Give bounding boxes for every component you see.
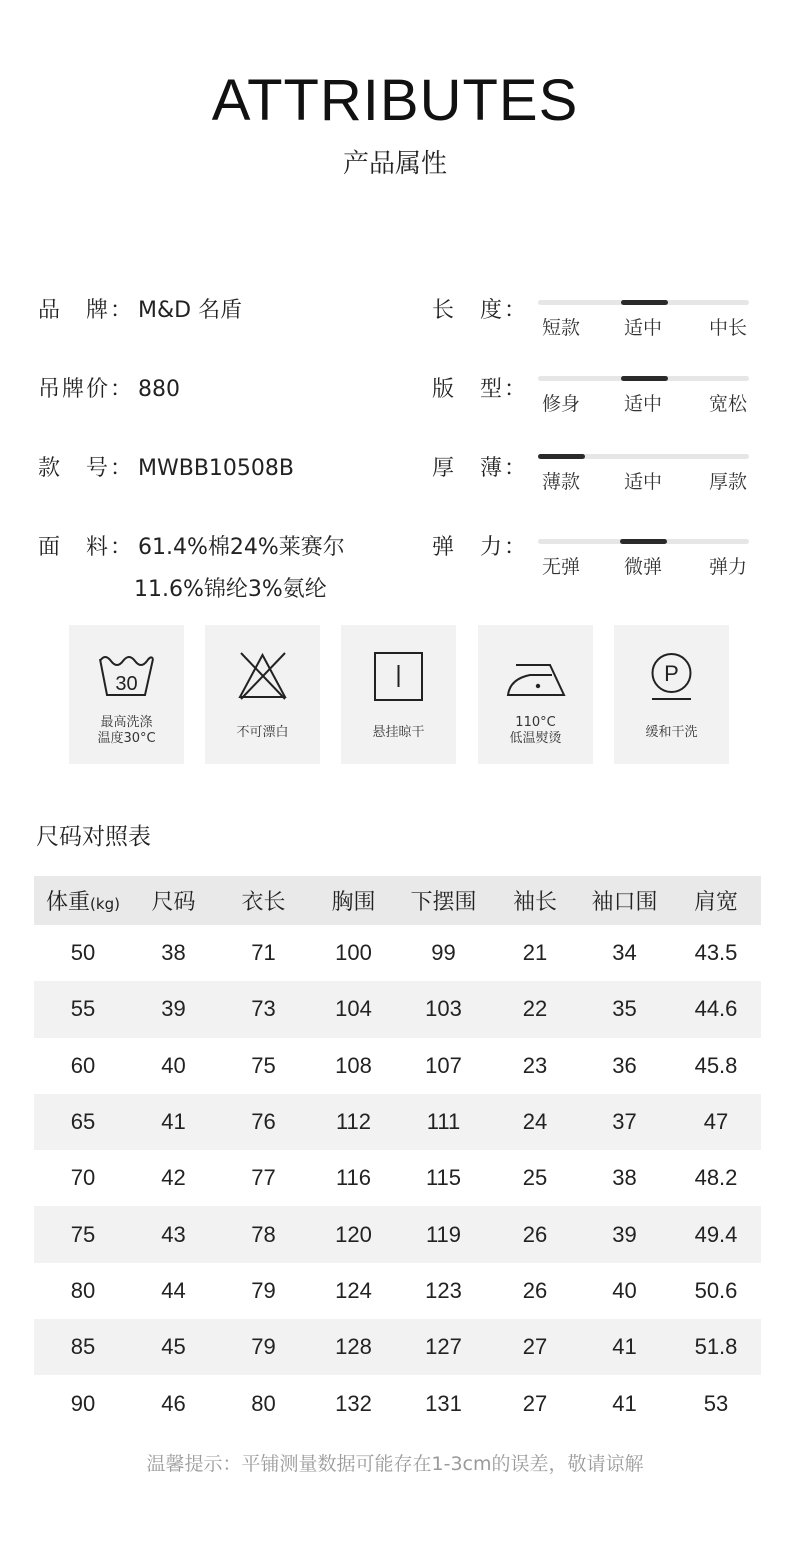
table-cell: 50.6 bbox=[694, 1277, 738, 1303]
care-bleach bbox=[205, 625, 320, 764]
table-cell: 24 bbox=[492, 1094, 578, 1150]
col-header-hem: 下摆围 bbox=[395, 876, 492, 925]
table-cell: 124 bbox=[335, 1277, 372, 1303]
table-cell: 42 bbox=[161, 1165, 186, 1191]
care-dry bbox=[341, 625, 456, 764]
table-cell: 26 bbox=[492, 1206, 578, 1262]
table-row bbox=[34, 1263, 761, 1319]
table-cell: 107 bbox=[425, 1052, 462, 1078]
table-cell: 76 bbox=[215, 1094, 312, 1150]
scale-track-thickness bbox=[538, 454, 749, 459]
care-label: 最高洗涤 温度30°C bbox=[97, 715, 156, 746]
scale-label-elasticity: 弹 力： bbox=[432, 535, 529, 560]
table-cell: 108 bbox=[335, 1052, 372, 1078]
attr-value: M&D 名盾 bbox=[138, 298, 243, 323]
no-bleach-icon bbox=[205, 649, 320, 705]
col-header-weight: 体重(kg) bbox=[34, 876, 132, 925]
col-header-length: 衣长 bbox=[215, 876, 312, 925]
table-cell: 75 bbox=[251, 1052, 276, 1078]
table-cell: 35 bbox=[578, 981, 671, 1037]
table-cell: 46 bbox=[161, 1390, 186, 1416]
attr-brand bbox=[38, 296, 242, 326]
scale-option: 厚款 bbox=[709, 471, 748, 493]
table-cell: 47 bbox=[671, 1094, 761, 1150]
size-chart-title: 尺码对照表 bbox=[36, 824, 151, 850]
table-cell: 43.5 bbox=[694, 940, 738, 966]
line-dry-icon bbox=[341, 649, 456, 705]
size-table bbox=[34, 876, 761, 1432]
table-cell: 71 bbox=[251, 940, 276, 966]
table-cell: 80 bbox=[251, 1390, 276, 1416]
attr-label: 品 牌： bbox=[38, 298, 135, 323]
care-label: 不可漂白 bbox=[236, 725, 289, 740]
table-cell: 21 bbox=[522, 940, 548, 966]
table-cell: 37 bbox=[578, 1094, 671, 1150]
table-cell: 119 bbox=[395, 1206, 492, 1262]
table-cell: 131 bbox=[425, 1390, 462, 1416]
table-cell: 128 bbox=[312, 1319, 395, 1375]
table-cell: 51.8 bbox=[671, 1319, 761, 1375]
table-cell: 45 bbox=[132, 1319, 215, 1375]
scale-option: 弹力 bbox=[709, 556, 748, 578]
table-cell: 25 bbox=[522, 1165, 548, 1191]
table-cell: 90 bbox=[70, 1390, 96, 1416]
scale-track-length bbox=[538, 300, 749, 305]
table-cell: 41 bbox=[612, 1390, 637, 1416]
table-cell: 34 bbox=[612, 940, 637, 966]
size-table-header bbox=[34, 876, 761, 925]
table-cell: 77 bbox=[251, 1165, 276, 1191]
table-cell: 39 bbox=[132, 981, 215, 1037]
table-cell: 40 bbox=[612, 1277, 637, 1303]
table-row bbox=[34, 1206, 761, 1262]
table-cell: 27 bbox=[492, 1319, 578, 1375]
scale-option: 微弹 bbox=[624, 556, 663, 578]
scale-label-fit: 版 型： bbox=[432, 377, 529, 402]
table-cell: 23 bbox=[522, 1052, 548, 1078]
iron-low-icon bbox=[478, 649, 593, 705]
attr-fabric-line2: 11.6%锦纶3%氨纶 bbox=[134, 577, 327, 602]
col-header-sleeve: 袖长 bbox=[492, 876, 578, 925]
table-cell: 85 bbox=[34, 1319, 132, 1375]
attr-style-number bbox=[38, 454, 294, 484]
table-row bbox=[34, 981, 761, 1037]
attr-fabric bbox=[38, 533, 345, 563]
attr-label: 面 料： bbox=[38, 535, 135, 560]
table-cell: 73 bbox=[215, 981, 312, 1037]
scale-option: 修身 bbox=[542, 393, 581, 415]
care-wash bbox=[69, 625, 184, 764]
table-cell: 50 bbox=[70, 940, 96, 966]
care-label: 悬挂晾干 bbox=[372, 725, 425, 740]
table-row bbox=[34, 1375, 761, 1431]
wash-30-icon bbox=[69, 649, 184, 705]
table-row bbox=[34, 1319, 761, 1375]
attr-label: 吊牌价： bbox=[38, 377, 135, 402]
table-cell: 65 bbox=[34, 1094, 132, 1150]
table-cell: 115 bbox=[425, 1165, 462, 1191]
table-cell: 80 bbox=[70, 1277, 96, 1303]
table-cell: 79 bbox=[251, 1277, 276, 1303]
table-cell: 48.2 bbox=[694, 1165, 738, 1191]
attr-label: 款 号： bbox=[38, 456, 135, 481]
col-header-cuff: 袖口围 bbox=[578, 876, 671, 925]
table-cell: 55 bbox=[34, 981, 132, 1037]
table-cell: 36 bbox=[612, 1052, 637, 1078]
col-header-chest: 胸围 bbox=[312, 876, 395, 925]
page-subtitle: 产品属性 bbox=[342, 149, 447, 179]
care-label: 缓和干洗 bbox=[645, 725, 698, 740]
table-cell: 43 bbox=[132, 1206, 215, 1262]
scale-track-elasticity bbox=[538, 539, 749, 544]
table-cell: 100 bbox=[335, 940, 372, 966]
table-cell: 132 bbox=[335, 1390, 372, 1416]
attr-value: 880 bbox=[138, 377, 181, 402]
scale-marker bbox=[538, 454, 585, 459]
scale-option: 适中 bbox=[624, 317, 663, 339]
attr-value: 61.4%棉24%莱赛尔 bbox=[138, 535, 345, 560]
care-dryclean bbox=[614, 625, 729, 764]
table-cell: 99 bbox=[431, 940, 456, 966]
scale-option: 适中 bbox=[624, 471, 663, 493]
care-iron bbox=[478, 625, 593, 764]
scale-marker bbox=[621, 300, 668, 305]
scale-track-fit bbox=[538, 376, 749, 381]
table-cell: 79 bbox=[215, 1319, 312, 1375]
table-cell: 123 bbox=[425, 1277, 462, 1303]
scale-option: 薄款 bbox=[542, 471, 581, 493]
table-cell: 38 bbox=[612, 1165, 637, 1191]
table-cell: 78 bbox=[215, 1206, 312, 1262]
table-cell: 111 bbox=[395, 1094, 492, 1150]
scale-label-length: 长 度： bbox=[432, 298, 529, 323]
scale-marker bbox=[621, 376, 668, 381]
table-cell: 127 bbox=[395, 1319, 492, 1375]
table-cell: 40 bbox=[161, 1052, 186, 1078]
table-cell: 70 bbox=[70, 1165, 96, 1191]
table-row bbox=[34, 1150, 761, 1206]
scale-option: 中长 bbox=[709, 317, 748, 339]
table-cell: 112 bbox=[312, 1094, 395, 1150]
col-header-shoulder: 肩宽 bbox=[671, 876, 761, 925]
scale-option: 宽松 bbox=[709, 393, 748, 415]
care-label: 110°C 低温熨烫 bbox=[509, 715, 562, 746]
attr-value: MWBB10508B bbox=[138, 456, 295, 481]
table-row bbox=[34, 1038, 761, 1094]
table-cell: 116 bbox=[335, 1165, 372, 1191]
measurement-note: 温馨提示：平铺测量数据可能存在1-3cm的误差，敬请谅解 bbox=[146, 1453, 644, 1475]
scale-marker bbox=[620, 539, 667, 544]
table-cell: 49.4 bbox=[671, 1206, 761, 1262]
table-cell: 104 bbox=[312, 981, 395, 1037]
table-cell: 53 bbox=[703, 1390, 729, 1416]
table-row bbox=[34, 925, 761, 981]
table-row bbox=[34, 1094, 761, 1150]
scale-option: 适中 bbox=[624, 393, 663, 415]
table-cell: 41 bbox=[578, 1319, 671, 1375]
table-cell: 26 bbox=[522, 1277, 548, 1303]
table-cell: 45.8 bbox=[694, 1052, 738, 1078]
col-header-size: 尺码 bbox=[132, 876, 215, 925]
scale-label-thickness: 厚 薄： bbox=[432, 456, 529, 481]
dryclean-letter: P bbox=[664, 661, 679, 686]
table-cell: 39 bbox=[578, 1206, 671, 1262]
table-cell: 41 bbox=[132, 1094, 215, 1150]
table-cell: 27 bbox=[522, 1390, 548, 1416]
table-cell: 22 bbox=[492, 981, 578, 1037]
scale-option: 无弹 bbox=[542, 556, 581, 578]
scale-option: 短款 bbox=[542, 317, 581, 339]
dry-clean-p-icon bbox=[614, 649, 729, 705]
page-title: ATTRIBUTES bbox=[211, 68, 579, 133]
table-cell: 75 bbox=[34, 1206, 132, 1262]
table-cell: 44.6 bbox=[671, 981, 761, 1037]
table-cell: 60 bbox=[70, 1052, 96, 1078]
table-cell: 38 bbox=[161, 940, 186, 966]
wash-temp-text: 30 bbox=[115, 673, 138, 695]
table-cell: 120 bbox=[312, 1206, 395, 1262]
table-cell: 103 bbox=[395, 981, 492, 1037]
attr-price bbox=[38, 375, 180, 405]
table-cell: 44 bbox=[161, 1277, 186, 1303]
